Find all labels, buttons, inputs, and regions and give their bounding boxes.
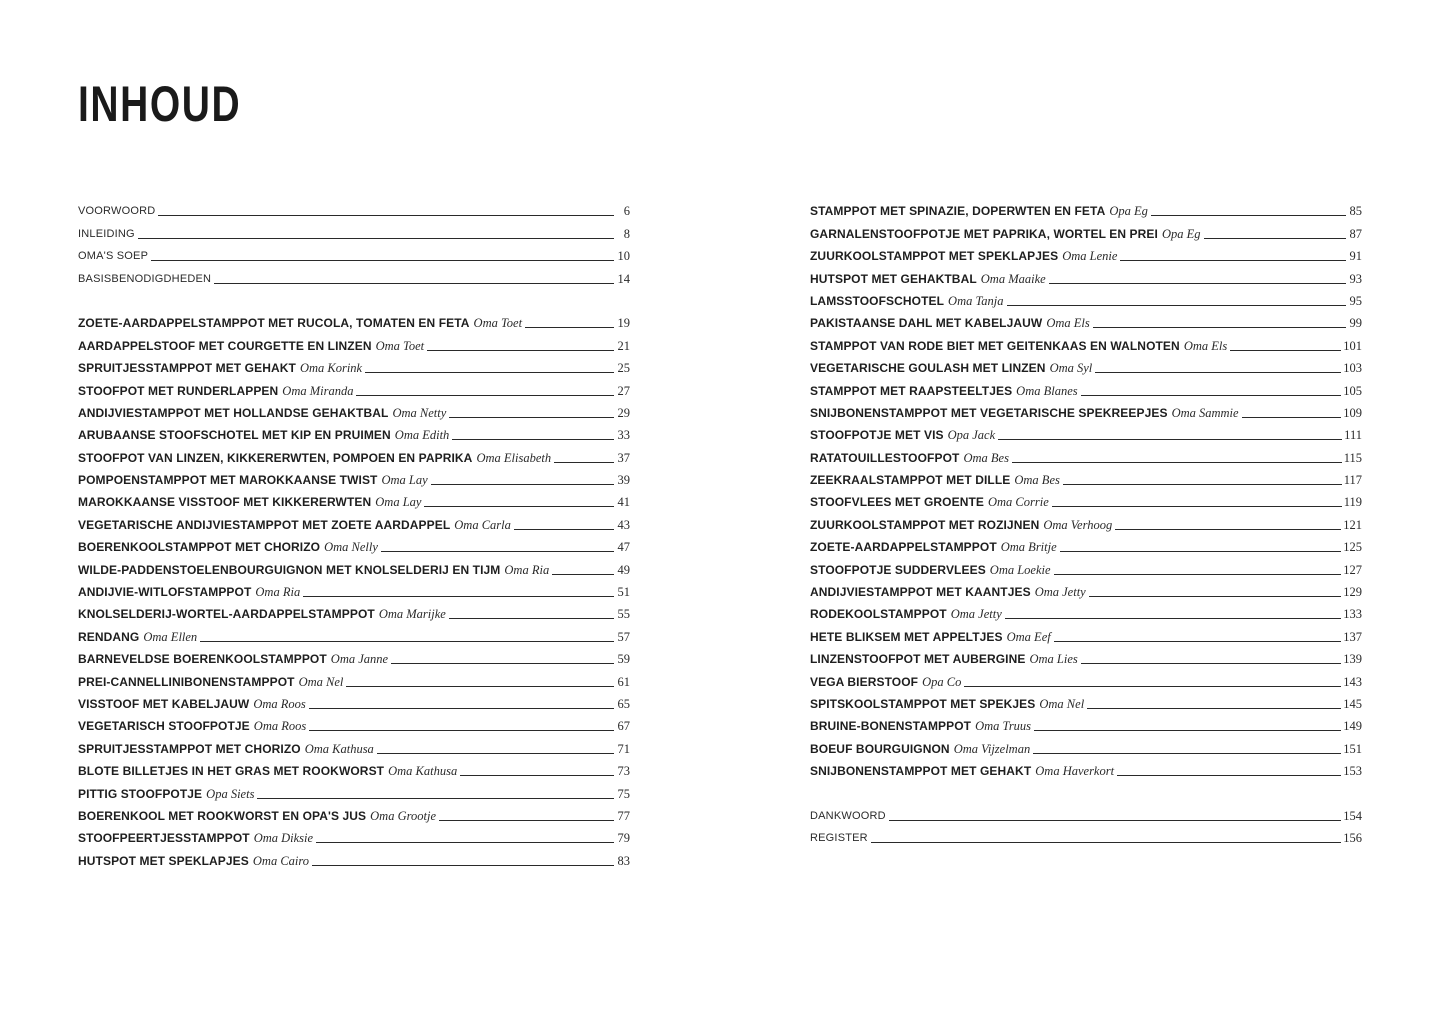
toc-page-number: 39 xyxy=(617,473,630,488)
toc-leader-line xyxy=(1093,327,1346,328)
toc-page-number: 27 xyxy=(617,383,630,398)
toc-entry-author: Opa Eg xyxy=(1109,204,1148,219)
toc-leader-line xyxy=(138,238,614,239)
toc-page-number: 91 xyxy=(1349,249,1362,264)
toc-entry-title: VEGETARISCHE GOULASH MET LINZEN xyxy=(810,361,1046,376)
toc-page-number: 71 xyxy=(617,741,630,756)
toc-leader-line xyxy=(309,730,614,731)
toc-entry xyxy=(78,646,630,668)
toc-leader-line xyxy=(460,775,614,776)
toc-entry xyxy=(78,847,630,869)
toc-page-number: 43 xyxy=(617,517,630,532)
toc-leader-line xyxy=(1087,708,1341,709)
toc-leader-line xyxy=(257,798,614,799)
toc-page-number: 41 xyxy=(617,495,630,510)
toc-entry-title: OMA'S SOEP xyxy=(78,250,149,263)
toc-entry xyxy=(78,668,630,690)
toc-entry xyxy=(78,332,630,354)
toc-entry-author: Oma Kathusa xyxy=(304,741,374,756)
toc-entry xyxy=(78,489,630,511)
toc-leader-line xyxy=(1049,283,1346,284)
toc-entry-title: VISSTOOF MET KABELJAUW xyxy=(78,696,250,711)
toc-entry-author: Oma Britje xyxy=(1000,540,1057,555)
toc-leader-line xyxy=(431,484,614,485)
toc-page-number: 95 xyxy=(1349,293,1362,308)
toc-entry xyxy=(810,310,1362,332)
toc-page-number: 19 xyxy=(617,316,630,331)
toc-leader-line xyxy=(391,663,614,664)
toc-outro-group xyxy=(810,803,1362,848)
toc-page-number: 129 xyxy=(1343,585,1362,600)
toc-entry-author: Opa Jack xyxy=(947,428,996,443)
toc-page-number: 6 xyxy=(623,204,630,219)
toc-entry-author: Oma Vijzelman xyxy=(953,741,1031,756)
toc-entry xyxy=(810,355,1362,377)
toc-entry xyxy=(810,534,1362,556)
toc-entry xyxy=(78,400,630,422)
toc-leader-line xyxy=(1052,506,1342,507)
toc-leader-line xyxy=(1007,305,1346,306)
toc-entry-author: Oma Carla xyxy=(454,517,511,532)
toc-leader-line xyxy=(303,596,614,597)
toc-entry xyxy=(810,400,1362,422)
toc-entry-author: Oma Sammie xyxy=(1171,405,1239,420)
toc-entry-title: HUTSPOT MET SPEKLAPJES xyxy=(78,853,249,868)
toc-entry-title: POMPOENSTAMPPOT MET MAROKKAANSE TWIST xyxy=(78,473,378,488)
toc-entry xyxy=(78,265,630,287)
toc-entry-title: SPRUITJESSTAMPPOT MET CHORIZO xyxy=(78,741,301,756)
toc-entry-title: GARNALENSTOOFPOTJE MET PAPRIKA, WORTEL EN PREI xyxy=(810,226,1158,241)
toc-entry-author: Oma Corrie xyxy=(988,495,1049,510)
toc-entry-title: ZEEKRAALSTAMPPOT MET DILLE xyxy=(810,473,1011,488)
toc-page-number: 51 xyxy=(617,585,630,600)
toc-entry xyxy=(810,758,1362,780)
toc-page-number: 21 xyxy=(617,338,630,353)
toc-page-number: 93 xyxy=(1349,271,1362,286)
toc-entry xyxy=(78,198,630,220)
toc-entry xyxy=(810,691,1362,713)
toc-entry-title: STOOFVLEES MET GROENTE xyxy=(810,495,984,510)
toc-right-column xyxy=(810,198,1362,847)
toc-page-number: 10 xyxy=(617,249,630,264)
toc-entry-title: RODEKOOLSTAMPPOT xyxy=(810,607,947,622)
toc-entry-title: DANKWOORD xyxy=(810,809,886,822)
toc-entry-author: Oma Syl xyxy=(1049,361,1093,376)
toc-entry xyxy=(78,601,630,623)
toc-entry xyxy=(810,646,1362,668)
toc-entry-title: HETE BLIKSEM MET APPELTJES xyxy=(810,629,1003,644)
toc-entry-title: AARDAPPELSTOOF MET COURGETTE EN LINZEN xyxy=(78,338,372,353)
toc-leader-line xyxy=(525,327,614,328)
toc-entry-title: BLOTE BILLETJES IN HET GRAS MET ROOKWORST xyxy=(78,764,385,779)
group-spacer xyxy=(810,780,1362,802)
toc-page-number: 75 xyxy=(617,786,630,801)
toc-leader-line xyxy=(346,686,614,687)
toc-page-number: 79 xyxy=(617,831,630,846)
toc-entry xyxy=(78,377,630,399)
toc-entry-author: Oma Maaike xyxy=(980,271,1046,286)
toc-leader-line xyxy=(889,820,1342,821)
toc-page-number: 55 xyxy=(617,607,630,622)
toc-entry-title: VEGA BIERSTOOF xyxy=(810,674,919,689)
toc-entry-title: RENDANG xyxy=(78,629,140,644)
toc-entry-title: SNIJBONENSTAMPPOT MET GEHAKT xyxy=(810,764,1032,779)
toc-page-number: 154 xyxy=(1343,808,1362,823)
toc-entry-author: Oma Ellen xyxy=(143,629,198,644)
toc-leader-line xyxy=(1081,663,1341,664)
toc-leader-line xyxy=(158,215,614,216)
toc-page-number: 67 xyxy=(617,719,630,734)
toc-leader-line xyxy=(1012,462,1342,463)
toc-page-number: 105 xyxy=(1343,383,1362,398)
toc-entry xyxy=(78,511,630,533)
toc-entry-author: Oma Haverkort xyxy=(1035,764,1115,779)
toc-leader-line xyxy=(309,708,614,709)
toc-entry-author: Oma Nel xyxy=(298,674,344,689)
toc-entry-title: BOERENKOOL MET ROOKWORST EN OPA'S JUS xyxy=(78,808,367,823)
toc-leader-line xyxy=(514,529,614,530)
toc-entry-title: MAROKKAANSE VISSTOOF MET KIKKERERWTEN xyxy=(78,495,372,510)
toc-entry xyxy=(810,265,1362,287)
toc-page-number: 14 xyxy=(617,271,630,286)
toc-entry-author: Oma Loekie xyxy=(989,562,1051,577)
toc-page-number: 99 xyxy=(1349,316,1362,331)
toc-page-number: 156 xyxy=(1343,831,1362,846)
toc-page-number: 125 xyxy=(1343,540,1362,555)
toc-leader-line xyxy=(377,753,614,754)
toc-leader-line xyxy=(427,350,614,351)
toc-entry xyxy=(810,735,1362,757)
toc-entry xyxy=(78,623,630,645)
toc-entry-title: ANDIJVIESTAMPPOT MET HOLLANDSE GEHAKTBAL xyxy=(78,405,389,420)
toc-leader-line xyxy=(312,865,614,866)
toc-entry-title: VOORWOORD xyxy=(78,205,156,218)
toc-entry-author: Oma Ria xyxy=(255,585,301,600)
page-title: INHOUD xyxy=(78,76,242,132)
toc-leader-line xyxy=(554,462,614,463)
toc-entry-title: STOOFPOT VAN LINZEN, KIKKERERWTEN, POMPOEN EN PAPRIKA xyxy=(78,450,473,465)
toc-entry-title: ARUBAANSE STOOFSCHOTEL MET KIP EN PRUIMEN xyxy=(78,428,391,443)
toc-entry xyxy=(78,758,630,780)
toc-entry xyxy=(810,668,1362,690)
toc-page-number: 29 xyxy=(617,405,630,420)
toc-entry-title: REGISTER xyxy=(810,832,868,845)
toc-entry xyxy=(78,735,630,757)
toc-entry xyxy=(810,422,1362,444)
toc-leader-line xyxy=(1204,238,1346,239)
toc-leader-line xyxy=(1005,618,1342,619)
toc-entry-author: Oma Janne xyxy=(330,652,389,667)
toc-entry xyxy=(810,220,1362,242)
toc-entry-author: Oma Toet xyxy=(473,316,523,331)
toc-page-number: 121 xyxy=(1343,517,1362,532)
toc-leader-line xyxy=(1120,260,1346,261)
toc-entry-title: WILDE-PADDENSTOELENBOURGUIGNON MET KNOLSELDERIJ EN TIJM xyxy=(78,562,501,577)
toc-entry-author: Oma Bes xyxy=(963,450,1009,465)
toc-entry xyxy=(78,355,630,377)
toc-leader-line xyxy=(1060,551,1342,552)
toc-page-number: 33 xyxy=(617,428,630,443)
toc-entry xyxy=(78,243,630,265)
toc-page-number: 83 xyxy=(617,853,630,868)
toc-entry xyxy=(810,825,1362,847)
toc-entry-author: Oma Jetty xyxy=(1034,585,1086,600)
toc-page-number: 8 xyxy=(623,226,630,241)
toc-leader-line xyxy=(1034,730,1341,731)
toc-entry-title: VEGETARISCH STOOFPOTJE xyxy=(78,719,250,734)
toc-entry-author: Oma Els xyxy=(1183,338,1228,353)
toc-leader-line xyxy=(1242,417,1342,418)
toc-entry-author: Oma Netty xyxy=(392,405,447,420)
toc-entry-title: RATATOUILLESTOOFPOT xyxy=(810,450,960,465)
toc-page-number: 139 xyxy=(1343,652,1362,667)
toc-page-number: 111 xyxy=(1344,428,1362,443)
toc-entry xyxy=(810,511,1362,533)
toc-page-number: 115 xyxy=(1343,450,1362,465)
toc-page-number: 73 xyxy=(617,764,630,779)
toc-entry xyxy=(810,489,1362,511)
toc-entry-author: Oma Nelly xyxy=(324,540,378,555)
toc-entry xyxy=(810,579,1362,601)
toc-entry-title: ZUURKOOLSTAMPPOT MET ROZIJNEN xyxy=(810,517,1040,532)
toc-entry-title: LINZENSTOOFPOT MET AUBERGINE xyxy=(810,652,1026,667)
toc-entry-author: Oma Jetty xyxy=(950,607,1002,622)
toc-entry-title: SPITSKOOLSTAMPPOT MET SPEKJES xyxy=(810,696,1036,711)
toc-page-number: 57 xyxy=(617,629,630,644)
toc-page-number: 127 xyxy=(1343,562,1362,577)
toc-page-number: 149 xyxy=(1343,719,1362,734)
toc-leader-line xyxy=(1063,484,1342,485)
toc-entry-author: Oma Roos xyxy=(253,696,306,711)
toc-page-number: 61 xyxy=(617,674,630,689)
toc-leader-line xyxy=(356,395,614,396)
toc-leader-line xyxy=(1033,753,1341,754)
toc-entry-title: STOOFPOTJE MET VIS xyxy=(810,428,944,443)
toc-page-number: 49 xyxy=(617,562,630,577)
toc-entry xyxy=(810,803,1362,825)
toc-page-number: 133 xyxy=(1343,607,1362,622)
toc-leader-line xyxy=(449,417,614,418)
toc-leader-line xyxy=(424,506,614,507)
toc-entry-author: Oma Edith xyxy=(394,428,450,443)
toc-entry-author: Oma Verhoog xyxy=(1043,517,1113,532)
toc-entry-title: ANDIJVIESTAMPPOT MET KAANTJES xyxy=(810,585,1031,600)
toc-entry xyxy=(810,377,1362,399)
toc-entry-author: Oma Lenie xyxy=(1062,249,1118,264)
toc-page-number: 119 xyxy=(1343,495,1362,510)
toc-entry xyxy=(78,310,630,332)
toc-leader-line xyxy=(151,260,614,261)
toc-left-column xyxy=(78,198,630,870)
toc-entry-title: PREI-CANNELLINIBONENSTAMPPOT xyxy=(78,674,295,689)
toc-page-number: 145 xyxy=(1343,696,1362,711)
toc-entry-author: Oma Korink xyxy=(299,361,363,376)
toc-entry-title: KNOLSELDERIJ-WORTEL-AARDAPPELSTAMPPOT xyxy=(78,607,375,622)
toc-entry-author: Opa Eg xyxy=(1161,226,1201,241)
toc-entry xyxy=(810,444,1362,466)
toc-page-number: 59 xyxy=(617,652,630,667)
toc-entry-title: INLEIDING xyxy=(78,227,135,240)
group-spacer xyxy=(78,288,630,310)
toc-entry xyxy=(78,780,630,802)
toc-entry-author: Oma Elisabeth xyxy=(476,450,552,465)
toc-entry-author: Oma Toet xyxy=(375,338,425,353)
toc-page-number: 103 xyxy=(1343,361,1362,376)
toc-leader-line xyxy=(449,618,614,619)
toc-intro-group xyxy=(78,198,630,288)
toc-leader-line xyxy=(439,820,614,821)
toc-entry-title: PITTIG STOOFPOTJE xyxy=(78,786,203,801)
toc-leader-line xyxy=(998,439,1342,440)
toc-leader-line xyxy=(1095,372,1341,373)
toc-entry xyxy=(78,556,630,578)
toc-leader-line xyxy=(214,283,614,284)
toc-entry xyxy=(810,601,1362,623)
toc-leader-line xyxy=(316,842,614,843)
toc-page-number: 25 xyxy=(617,361,630,376)
toc-leader-line xyxy=(1117,775,1341,776)
toc-entry-author: Oma Diksie xyxy=(253,831,314,846)
toc-recipes-group-left xyxy=(78,310,630,870)
toc-entry-author: Oma Nel xyxy=(1039,696,1085,711)
toc-entry xyxy=(810,713,1362,735)
toc-entry xyxy=(810,467,1362,489)
toc-entry-title: BARNEVELDSE BOERENKOOLSTAMPPOT xyxy=(78,652,327,667)
toc-entry-author: Oma Eef xyxy=(1006,629,1051,644)
toc-leader-line xyxy=(871,842,1341,843)
toc-entry-title: BASISBENODIGDHEDEN xyxy=(78,272,212,285)
toc-leader-line xyxy=(1230,350,1341,351)
toc-entry-author: Oma Miranda xyxy=(282,383,354,398)
toc-page-number: 85 xyxy=(1349,204,1362,219)
toc-entry xyxy=(78,422,630,444)
toc-page-number: 117 xyxy=(1343,473,1362,488)
toc-entry xyxy=(810,332,1362,354)
toc-entry-title: ZUURKOOLSTAMPPOT MET SPEKLAPJES xyxy=(810,249,1059,264)
toc-leader-line xyxy=(200,641,614,642)
toc-entry-title: BOEUF BOURGUIGNON xyxy=(810,741,950,756)
toc-entry xyxy=(78,713,630,735)
toc-entry-title: STOOFPOT MET RUNDERLAPPEN xyxy=(78,383,279,398)
toc-entry-author: Opa Co xyxy=(922,674,962,689)
toc-leader-line xyxy=(964,686,1341,687)
toc-entry-author: Oma Els xyxy=(1046,316,1090,331)
toc-entry-title: VEGETARISCHE ANDIJVIESTAMPPOT MET ZOETE AARDAPPEL xyxy=(78,517,451,532)
toc-entry xyxy=(78,825,630,847)
toc-entry-title: STAMPPOT MET RAAPSTEELTJES xyxy=(810,383,1013,398)
toc-page-number: 47 xyxy=(617,540,630,555)
toc-page-number: 37 xyxy=(617,450,630,465)
toc-entry-title: ZOETE-AARDAPPELSTAMPPOT MET RUCOLA, TOMATEN EN FETA xyxy=(78,316,470,331)
toc-entry-author: Oma Tanja xyxy=(948,293,1004,308)
toc-page-number: 109 xyxy=(1343,405,1362,420)
toc-leader-line xyxy=(1054,641,1342,642)
toc-entry xyxy=(78,467,630,489)
toc-entry xyxy=(78,579,630,601)
toc-page-number: 137 xyxy=(1343,629,1362,644)
toc-entry xyxy=(810,198,1362,220)
toc-entry-author: Opa Siets xyxy=(206,786,255,801)
toc-entry-author: Oma Ria xyxy=(504,562,550,577)
toc-entry xyxy=(810,556,1362,578)
toc-page-number: 151 xyxy=(1343,741,1362,756)
toc-entry-author: Oma Roos xyxy=(253,719,307,734)
toc-page-number: 65 xyxy=(617,696,630,711)
toc-entry-author: Oma Lay xyxy=(375,495,422,510)
toc-leader-line xyxy=(365,372,614,373)
toc-entry-title: PAKISTAANSE DAHL MET KABELJAUW xyxy=(810,316,1043,331)
toc-entry-title: SPRUITJESSTAMPPOT MET GEHAKT xyxy=(78,361,296,376)
toc-entry-author: Oma Bes xyxy=(1014,473,1060,488)
toc-recipes-group-right xyxy=(810,198,1362,780)
toc-entry-author: Oma Lay xyxy=(381,473,428,488)
toc-entry xyxy=(810,243,1362,265)
toc-entry xyxy=(78,220,630,242)
toc-entry-title: STAMPPOT MET SPINAZIE, DOPERWTEN EN FETA xyxy=(810,204,1106,219)
toc-leader-line xyxy=(552,574,614,575)
toc-page-number: 87 xyxy=(1349,226,1362,241)
toc-page-number: 77 xyxy=(617,808,630,823)
toc-entry-author: Oma Truus xyxy=(975,719,1032,734)
toc-leader-line xyxy=(1115,529,1341,530)
toc-entry-author: Oma Kathusa xyxy=(388,764,458,779)
toc-entry-title: LAMSSTOOFSCHOTEL xyxy=(810,293,945,308)
toc-leader-line xyxy=(1054,574,1342,575)
toc-leader-line xyxy=(1089,596,1342,597)
toc-entry-author: Oma Marijke xyxy=(378,607,446,622)
toc-page-number: 143 xyxy=(1343,674,1362,689)
toc-leader-line xyxy=(381,551,614,552)
toc-entry xyxy=(78,444,630,466)
toc-page-number: 153 xyxy=(1343,764,1362,779)
toc-entry xyxy=(78,803,630,825)
toc-entry xyxy=(78,534,630,556)
toc-entry-author: Oma Cairo xyxy=(252,853,310,868)
toc-entry xyxy=(810,623,1362,645)
toc-page-number: 101 xyxy=(1343,338,1362,353)
toc-entry-title: ANDIJVIE-WITLOFSTAMPPOT xyxy=(78,585,252,600)
toc-entry-title: ZOETE-AARDAPPELSTAMPPOT xyxy=(810,540,997,555)
toc-entry-title: HUTSPOT MET GEHAKTBAL xyxy=(810,271,977,286)
toc-entry-author: Oma Blanes xyxy=(1016,383,1078,398)
toc-leader-line xyxy=(452,439,614,440)
toc-entry-title: SNIJBONENSTAMPPOT MET VEGETARISCHE SPEKREEPJES xyxy=(810,405,1168,420)
toc-entry-title: BOERENKOOLSTAMPPOT MET CHORIZO xyxy=(78,540,321,555)
toc-leader-line xyxy=(1081,395,1342,396)
toc-entry xyxy=(810,288,1362,310)
toc-leader-line xyxy=(1151,215,1346,216)
toc-entry-title: STOOFPEERTJESSTAMPPOT xyxy=(78,831,250,846)
toc-entry-author: Oma Grootje xyxy=(370,808,436,823)
toc-entry-title: STAMPPOT VAN RODE BIET MET GEITENKAAS EN WALNOTEN xyxy=(810,338,1180,353)
toc-entry-author: Oma Lies xyxy=(1029,652,1078,667)
toc-entry-title: STOOFPOTJE SUDDERVLEES xyxy=(810,562,986,577)
toc-entry xyxy=(78,691,630,713)
toc-entry-title: BRUINE-BONENSTAMPPOT xyxy=(810,719,972,734)
